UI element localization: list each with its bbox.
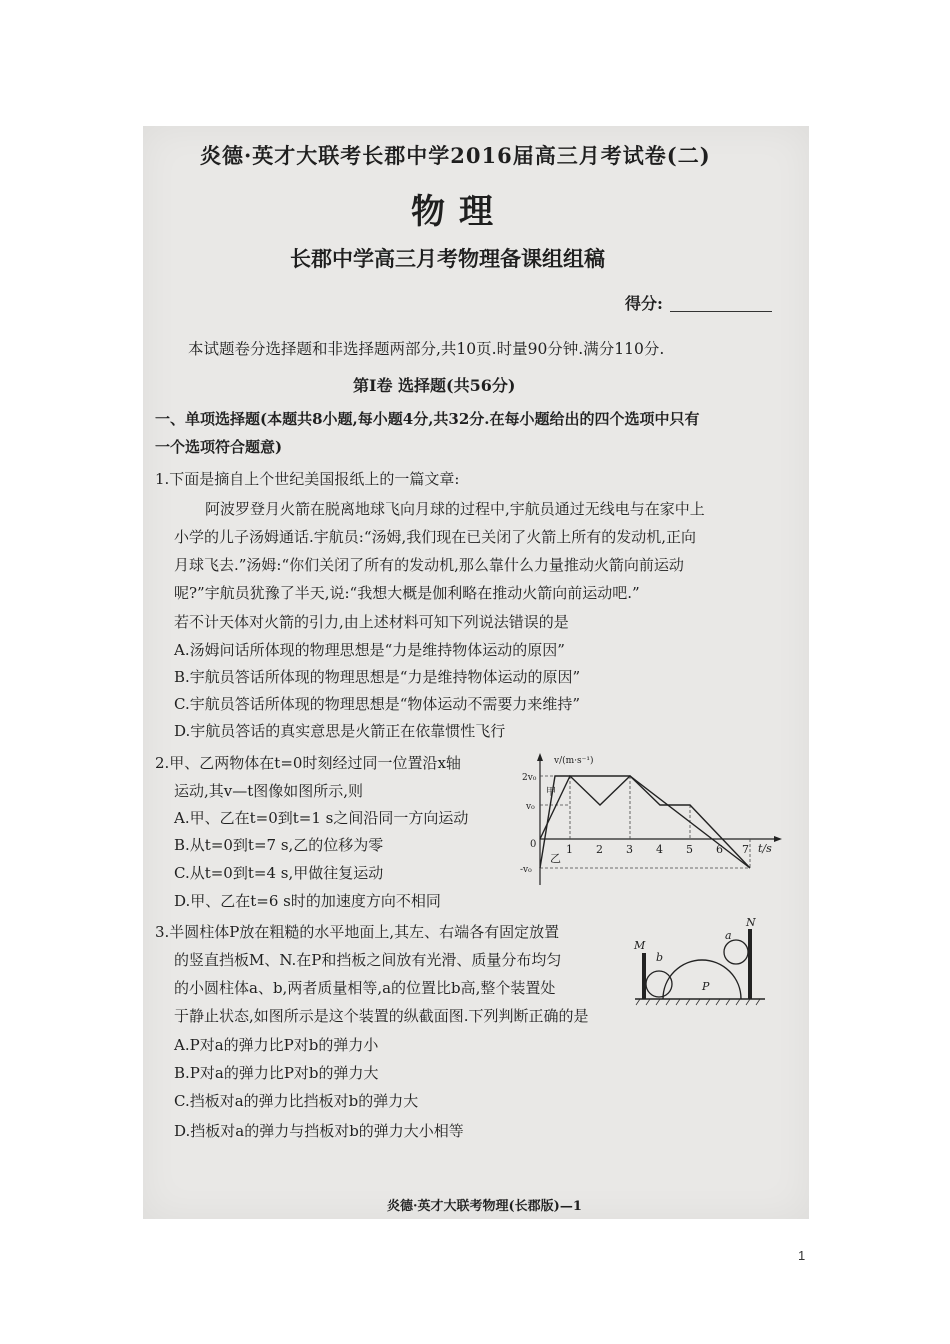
q1-option-c: C.宇航员答话所体现的物理思想是“物体运动不需要力来维持” [174, 695, 581, 713]
q1-option-a: A.汤姆问话所体现的物理思想是“力是维持物体运动的原因” [174, 641, 565, 659]
section-title: 第Ⅰ卷 选择题(共56分) [353, 376, 516, 395]
q1-passage-line: 呢?”宇航员犹豫了半天,说:“我想大概是伽利略在推动火箭向前运动吧.” [174, 584, 640, 602]
q3-stem-line: 于静止状态,如图所示是这个装置的纵截面图.下列判断正确的是 [174, 1007, 589, 1025]
label-a: a [725, 929, 732, 942]
author-line: 长郡中学高三月考物理备课组组稿 [290, 247, 605, 271]
label-m: M [634, 939, 646, 952]
part-heading-line-2: 一个选项符合题意) [155, 438, 283, 456]
page-footer: 炎德·英才大联考物理(长郡版)—1 [387, 1199, 582, 1214]
x-axis-label: t/s [758, 842, 772, 855]
label-p: P [702, 980, 710, 993]
q3-figure [630, 915, 770, 1010]
x-tick-label: 6 [716, 843, 723, 856]
q1-option-d: D.宇航员答话的真实意思是火箭正在依靠惯性飞行 [174, 722, 506, 740]
y-axis-label: v/(m·s⁻¹) [554, 756, 594, 766]
exam-intro: 本试题卷分选择题和非选择题两部分,共10页.时量90分钟.满分110分. [188, 340, 665, 358]
q1-stem: 1.下面是摘自上个世纪美国报纸上的一篇文章: [155, 470, 460, 488]
q3-option-c: C.挡板对a的弹力比挡板对b的弹力大 [174, 1092, 419, 1110]
series-yi-label: 乙 [550, 852, 561, 865]
page-number: 1 [798, 1248, 806, 1263]
q2-option-b: B.从t=0到t=7 s,乙的位移为零 [174, 836, 384, 854]
q1-option-b: B.宇航员答话所体现的物理思想是“力是维持物体运动的原因” [174, 668, 581, 686]
part-heading-line-1: 一、单项选择题(本题共8小题,每小题4分,共32分.在每小题给出的四个选项中只有 [155, 410, 700, 428]
wall-m [642, 953, 646, 999]
q1-passage-line: 阿波罗登月火箭在脱离地球飞向月球的过程中,宇航员通过无线电与在家中上 [205, 500, 705, 518]
q2-option-a: A.甲、乙在t=0到t=1 s之间沿同一方向运动 [174, 809, 469, 827]
score-blank [670, 311, 772, 312]
x-tick-label: 1 [566, 843, 573, 856]
label-n: N [746, 916, 756, 929]
exam-header: 炎德·英才大联考长郡中学2016届高三月考试卷(二) [200, 143, 711, 168]
y-tick-label: 0 [530, 839, 537, 850]
cylinder-a [724, 940, 748, 964]
x-tick-label: 4 [656, 843, 663, 856]
y-axis-arrow [537, 753, 543, 761]
x-tick-label: 5 [686, 843, 693, 856]
q2-option-c: C.从t=0到t=4 s,甲做往复运动 [174, 864, 384, 882]
x-tick-label: 3 [626, 843, 633, 856]
q3-option-d: D.挡板对a的弹力与挡板对b的弹力大小相等 [174, 1122, 464, 1140]
score-label: 得分: [625, 294, 663, 313]
q3-option-b: B.P对a的弹力比P对b的弹力大 [174, 1064, 379, 1082]
q1-question: 若不计天体对火箭的引力,由上述材料可知下列说法错误的是 [174, 613, 569, 631]
q1-passage-line: 小学的儿子汤姆通话.宇航员:“汤姆,我们现在已关闭了火箭上所有的发动机,正向 [174, 528, 697, 546]
q3-option-a: A.P对a的弹力比P对b的弹力小 [174, 1036, 379, 1054]
wall-n [748, 929, 752, 999]
label-b: b [656, 951, 664, 964]
q3-stem-line: 的小圆柱体a、b,两者质量相等,a的位置比b高,整个装置处 [174, 979, 556, 997]
ground-hatch [636, 999, 760, 1005]
q2-option-d: D.甲、乙在t=6 s时的加速度方向不相同 [174, 892, 441, 910]
x-tick-label: 2 [596, 843, 603, 856]
q3-stem-line: 的竖直挡板M、N.在P和挡板之间放有光滑、质量分布均匀 [174, 951, 562, 969]
q1-passage-line: 月球飞去.”汤姆:“你们关闭了所有的发动机,那么靠什么力量推动火箭向前运动 [174, 556, 684, 574]
y-tick-label: 2v₀ [522, 773, 537, 783]
q2-stem-line-2: 运动,其v—t图像如图所示,则 [174, 782, 364, 800]
q2-vt-graph [520, 750, 790, 890]
subject-title: 物理 [411, 192, 507, 232]
q3-stem-line: 3.半圆柱体P放在粗糙的水平地面上,其左、右端各有固定放置 [155, 923, 560, 941]
y-tick-label: v₀ [526, 802, 535, 812]
cylinder-b [646, 971, 672, 997]
series-jia-label: 甲 [546, 787, 556, 798]
y-tick-label: -v₀ [520, 865, 532, 875]
x-axis-arrow [774, 836, 782, 842]
x-tick-label: 7 [742, 843, 749, 856]
q2-stem-line-1: 2.甲、乙两物体在t=0时刻经过同一位置沿x轴 [155, 754, 461, 772]
